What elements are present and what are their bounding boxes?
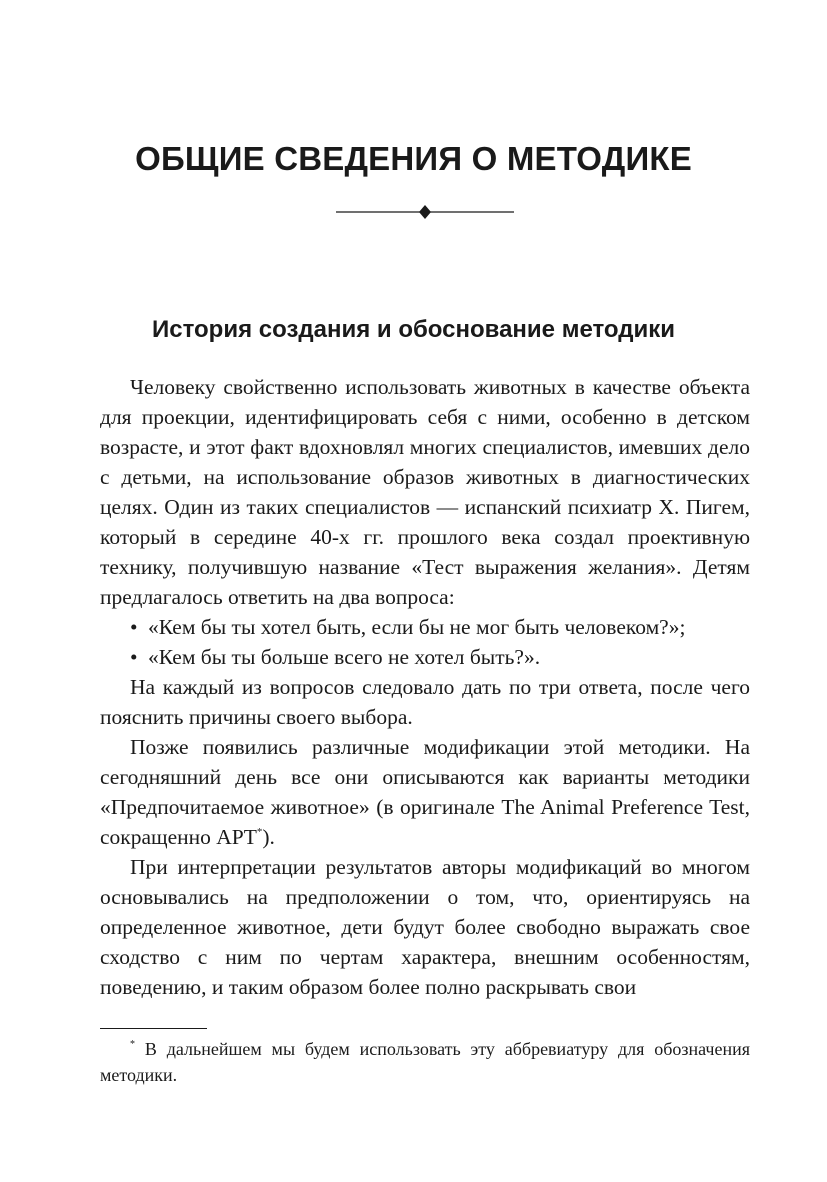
list-item — [100, 642, 750, 672]
list-item-text: «Кем бы ты больше всего не хотел быть?». — [148, 645, 541, 669]
footnote-text: В дальнейшем мы будем использовать эту аббревиатуру для обозначения методики. — [100, 1039, 750, 1085]
paragraph-1: Человеку свойственно использовать животных в качестве объекта для проекции, идентифицировать себя с ними, особенно в детском возрасте, и этот факт вдохновлял многих специалистов, имевших дело с детьми, на использование образов животных в диагностических целях. Один из таких специалистов — испанский психиатр Х. Пигем, который в середине 40-х гг. прошлого века создал проективную технику, получившую название «Тест выражения желания». Детям предлагалось ответить на два вопроса: — [100, 375, 750, 609]
title-ornament — [336, 204, 514, 220]
footnote — [100, 1036, 750, 1088]
section-title: История создания и обоснование методики — [151, 316, 676, 343]
bullet-icon: • — [130, 645, 138, 669]
body-text — [100, 372, 750, 1002]
footnote-reference[interactable]: * — [256, 826, 263, 838]
paragraph-3-tail: ). — [262, 825, 275, 849]
chapter-title: ОБЩИЕ СВЕДЕНИЯ О МЕТОДИКЕ — [135, 140, 692, 177]
footnote-mark: * — [130, 1039, 135, 1050]
paragraph-3 — [100, 732, 750, 852]
list-item-text: «Кем бы ты хотел быть, если бы не мог быть человеком?»; — [148, 615, 686, 639]
paragraph-3-text: Позже появились различные модификации этой методики. На сегодняшний день все они описываются как варианты методики «Предпочитаемое животное» (в оригинале The Animal Preference Test, сокращенно APT — [100, 735, 750, 849]
footnote-divider — [100, 1028, 207, 1029]
question-list — [100, 612, 750, 672]
diamond-icon — [419, 205, 431, 219]
paragraph-4: При интерпретации результатов авторы модификаций во многом основывались на предположении о том, что, ориентируясь на определенное животное, дети будут более свободно выражать свое сходство с ним по чертам характера, внешним особенностям, поведению, и таким образом более полно раскрывать свои — [100, 855, 750, 999]
bullet-icon: • — [130, 615, 138, 639]
paragraph-2: На каждый из вопросов следовало дать по три ответа, после чего пояснить причины своего выбора. — [100, 675, 750, 729]
list-item — [100, 612, 750, 642]
